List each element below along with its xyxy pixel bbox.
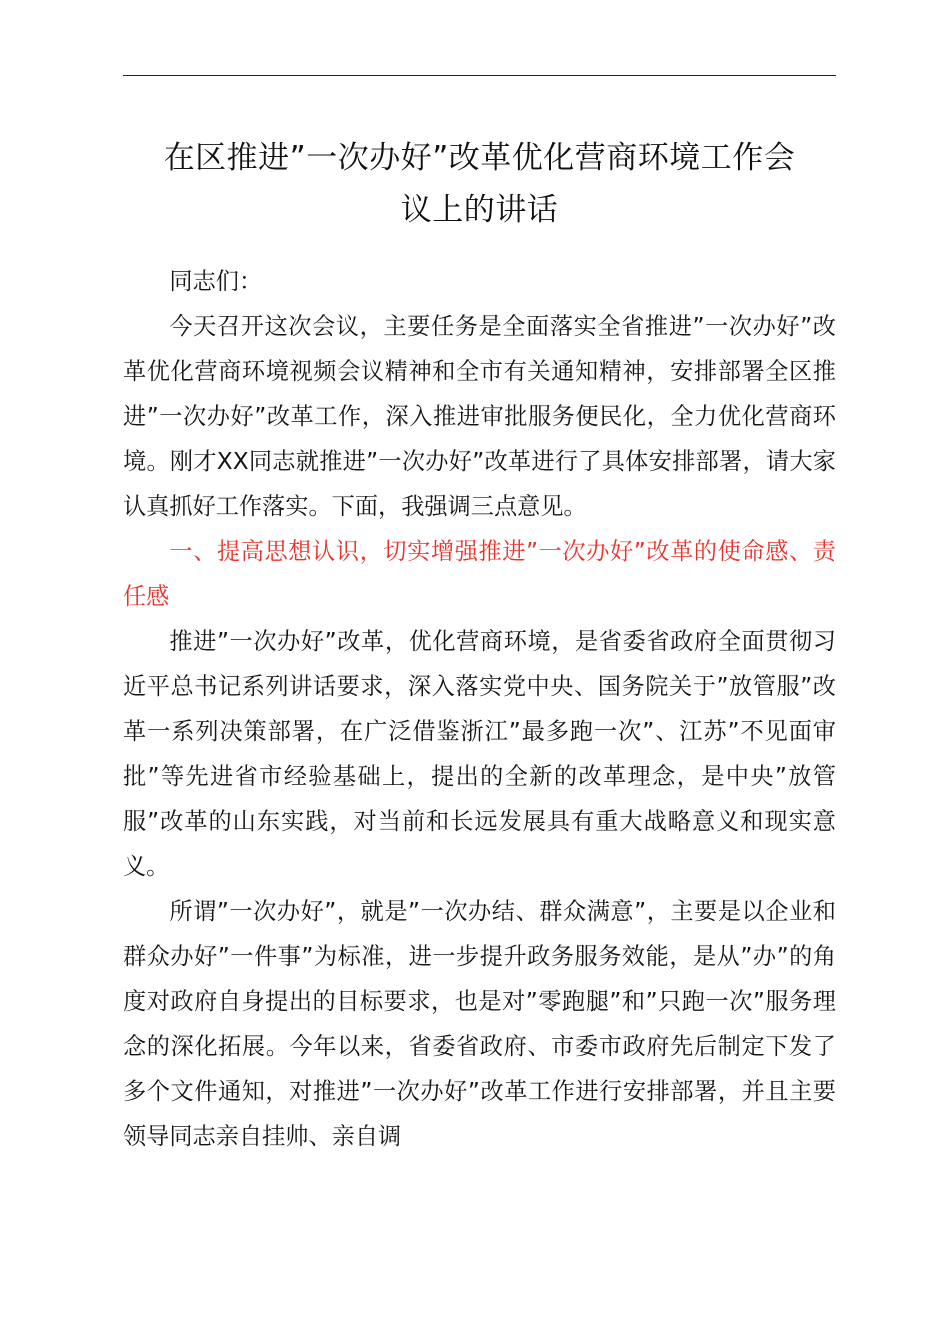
intro-paragraph: 今天召开这次会议，主要任务是全面落实全省推进”一次办好”改革优化营商环境视频会议精神和全市有关通知精神，安排部署全区推进”一次办好”改革工作，深入推进审批服务便民化，全力优化营商环境。刚才XX同志就推进”一次办好”改革进行了具体安排部署，请大家认真抓好工作落实。下面，我强调三点意见。 [123,313,836,520]
title-line-2: 议上的讲话 [400,192,559,228]
document-title [112,132,847,236]
document-body [123,259,836,1159]
header-rule [123,75,836,76]
section-1-paragraph-2: 所谓”一次办好”，就是”一次办结、群众满意”，主要是以企业和群众办好”一件事”为标准，进一步提升政务服务效能，是从”办”的角度对政府自身提出的目标要求，也是对”零跑腿”和”只跑一次”服务理念的深化拓展。今年以来，省委省政府、市委市政府先后制定下发了多个文件通知，对推进”一次办好”改革工作进行安排部署，并且主要领导同志亲自挂帅、亲自调 [123,898,836,1150]
greeting: 同志们： [169,268,263,295]
section-1-paragraph-1: 推进”一次办好”改革，优化营商环境，是省委省政府全面贯彻习近平总书记系列讲话要求，深入落实党中央、国务院关于”放管服”改革一系列决策部署，在广泛借鉴浙江”最多跑一次”、江苏”不见面审批”等先进省市经验基础上，提出的全新的改革理念，是中央”放管服”改革的山东实践，对当前和长远发展具有重大战略意义和现实意义。 [123,628,836,880]
section-1-heading: 一、提高思想认识，切实增强推进”一次办好”改革的使命感、责任感 [123,538,836,610]
title-line-1: 在区推进”一次办好”改革优化营商环境工作会 [163,140,796,176]
